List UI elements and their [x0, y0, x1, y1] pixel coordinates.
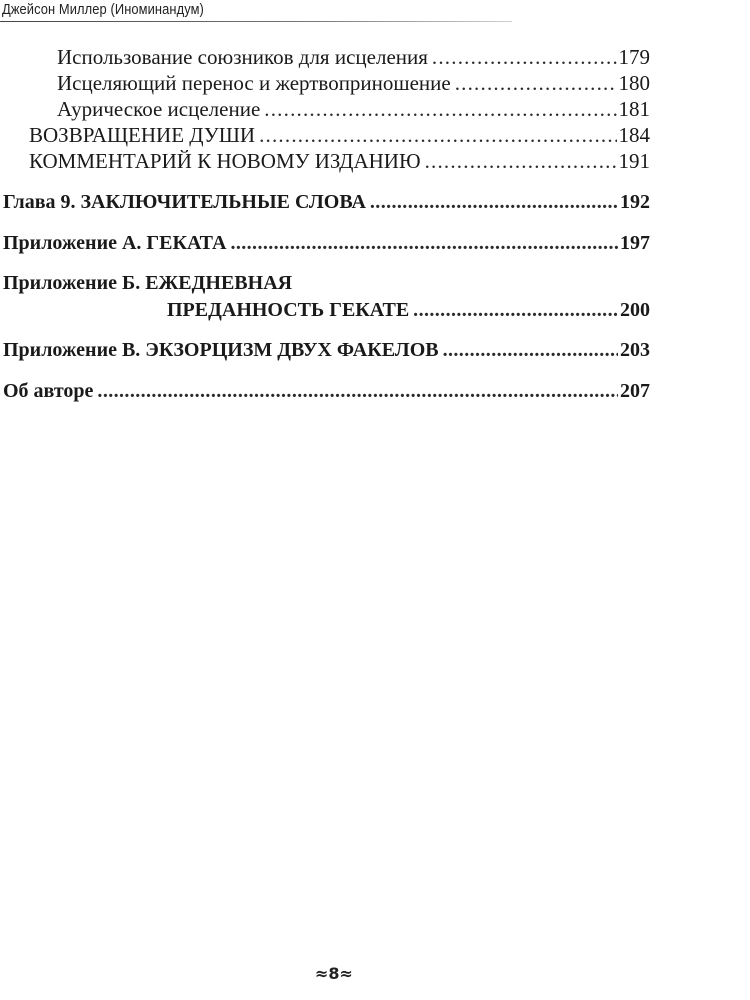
toc-entry-title: Исцеляющий перенос и жертвоприношение — [57, 71, 451, 95]
toc-entry[interactable] — [3, 232, 650, 255]
toc-entry-page: 192 — [620, 191, 650, 213]
toc-leader-dots — [413, 299, 618, 322]
toc-entry[interactable] — [57, 71, 650, 96]
toc-entry[interactable] — [3, 339, 650, 362]
toc-entry-title: Приложение А. ГЕКАТА — [3, 232, 227, 254]
toc-entry[interactable] — [3, 272, 650, 322]
toc-entry-title-line2: ПРЕДАННОСТЬ ГЕКАТЕ — [167, 299, 410, 321]
toc-leader-dots — [370, 191, 618, 214]
toc-entry-page: 191 — [618, 149, 650, 173]
toc-leader-dots — [264, 97, 616, 122]
page-number: ≈8≈ — [315, 964, 353, 983]
toc-entry[interactable] — [57, 97, 650, 122]
toc-leader-dots — [259, 123, 616, 148]
toc-entry-title: Аурическое исцеление — [57, 97, 261, 121]
toc-entry[interactable] — [29, 149, 650, 174]
toc-leader-dots — [432, 45, 617, 70]
toc-entry-title: Использование союзников для исцеления — [57, 45, 428, 69]
toc-entry-page: 207 — [620, 380, 650, 402]
toc-entry-title: Глава 9. ЗАКЛЮЧИТЕЛЬНЫЕ СЛОВА — [3, 191, 366, 213]
toc-leader-dots — [97, 380, 618, 403]
toc-leader-dots — [455, 71, 617, 96]
toc-leader-dots — [443, 339, 618, 362]
toc-entry-title: Приложение В. ЭКЗОРЦИЗМ ДВУХ ФАКЕЛОВ — [3, 339, 439, 361]
toc-entry[interactable] — [57, 45, 650, 70]
toc-entry[interactable] — [3, 380, 650, 403]
toc-leader-dots — [230, 232, 618, 255]
toc-leader-dots — [425, 149, 617, 174]
toc-entry-title: КОММЕНТАРИЙ К НОВОМУ ИЗДАНИЮ — [29, 149, 421, 173]
toc-entry-page: 200 — [620, 299, 650, 321]
toc-entry-title: Об авторе — [3, 380, 94, 402]
toc-entry-title-line1: Приложение Б. ЕЖЕДНЕВНАЯ — [3, 272, 293, 294]
toc-entry-page: 180 — [618, 71, 650, 95]
toc-entry-page: 197 — [620, 232, 650, 254]
toc-entry-title: ВОЗВРАЩЕНИЕ ДУШИ — [29, 123, 256, 147]
toc-entry-page: 184 — [618, 123, 650, 147]
toc-entry[interactable] — [29, 123, 650, 148]
toc-entry-page: 181 — [618, 97, 650, 121]
running-header-text: Джейсон Миллер (Иноминандум) — [2, 1, 204, 18]
toc-entry[interactable] — [3, 191, 650, 214]
toc-entry-page: 179 — [618, 45, 650, 69]
toc-entry-page: 203 — [620, 339, 650, 361]
